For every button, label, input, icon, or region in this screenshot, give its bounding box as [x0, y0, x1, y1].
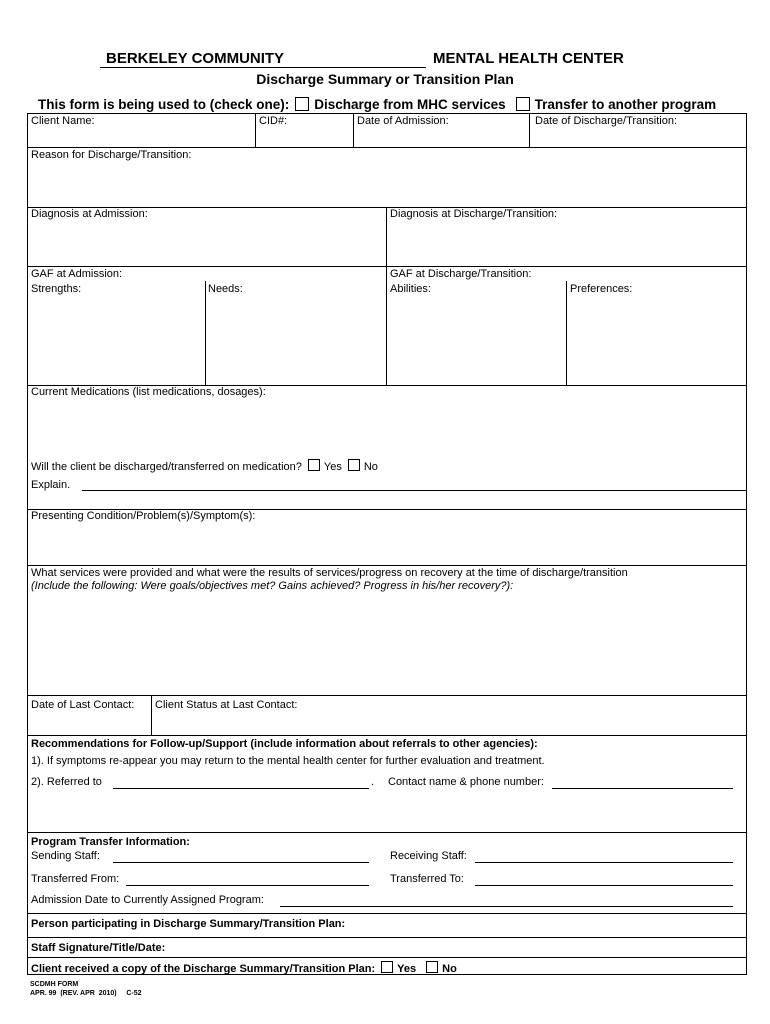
gaf-discharge-label: GAF at Discharge/Transition: [390, 268, 532, 280]
services-note: (Include the following: Were goals/objectives met? Gains achieved? Progress in his/her recovery?): [31, 580, 514, 592]
gaf-admission-label: GAF at Admission: [31, 268, 123, 280]
receiving-staff-line[interactable] [475, 862, 733, 863]
diag-admission-label: Diagnosis at Admission: [31, 208, 148, 220]
divider [529, 113, 530, 147]
needs-label: Needs: [208, 283, 243, 295]
client-copy-no-label: No [442, 963, 457, 975]
diag-discharge-label: Diagnosis at Discharge/Transition: [390, 208, 558, 220]
transferred-to-line[interactable] [475, 885, 733, 886]
transferred-from-label: Transferred From: [31, 873, 120, 885]
services-label: What services were provided and what were the results of services/progress on recovery at the time of discharge/transition [31, 567, 628, 579]
divider [353, 113, 354, 147]
on-medication-question: Will the client be discharged/transferred on medication? [31, 461, 302, 473]
form-usage-line [38, 96, 716, 113]
admission-date-program-line[interactable] [280, 906, 733, 907]
contact-name-line[interactable] [552, 788, 733, 789]
transferred-from-line[interactable] [126, 885, 369, 886]
receiving-staff-label: Receiving Staff: [390, 850, 467, 862]
transfer-checkbox[interactable] [516, 97, 530, 111]
transfer-option-label: Transfer to another program [534, 97, 717, 112]
recommendation-1: 1). If symptoms re-appear you may return to the mental health center for further evaluation and treatment. [31, 755, 545, 767]
preferences-label: Preferences: [570, 283, 633, 295]
divider [27, 957, 747, 958]
org-name-right: MENTAL HEALTH CENTER [433, 50, 624, 67]
form-title: Discharge Summary or Transition Plan [256, 71, 514, 87]
client-copy-no-checkbox[interactable] [426, 961, 438, 973]
explain-label: Explain. [31, 479, 71, 491]
transfer-info-label: Program Transfer Information: [31, 836, 190, 848]
explain-line[interactable] [82, 490, 746, 491]
client-status-label: Client Status at Last Contact: [155, 699, 298, 711]
form-code-line2: APR. 99 (REV. APR 2010) C-52 [30, 990, 142, 997]
abilities-label: Abilities: [390, 283, 431, 295]
medications-label: Current Medications (list medications, dosages): [31, 386, 266, 398]
discharge-option-label: Discharge from MHC services [314, 97, 506, 112]
divider [27, 913, 747, 914]
client-copy-row [31, 961, 457, 976]
medication-no-label: No [363, 461, 378, 473]
strengths-label: Strengths: [31, 283, 82, 295]
form-code-line1: SCDMH FORM [30, 981, 79, 988]
medication-no-checkbox[interactable] [348, 459, 360, 471]
divider [566, 281, 567, 385]
referred-to-line[interactable] [113, 788, 369, 789]
referred-to-period: . [371, 776, 375, 788]
divider [27, 147, 747, 148]
check-prompt: This form is being used to (check one): [38, 97, 290, 112]
sending-staff-label: Sending Staff: [31, 850, 100, 862]
client-copy-yes-checkbox[interactable] [381, 961, 393, 973]
divider [255, 113, 256, 147]
medication-yes-checkbox[interactable] [308, 459, 320, 471]
divider [27, 832, 747, 833]
cid-label: CID#: [259, 115, 288, 127]
recommendations-label: Recommendations for Follow-up/Support (include information about referrals to other agencies): [31, 738, 538, 750]
divider [27, 695, 747, 696]
date-admission-label: Date of Admission: [357, 115, 449, 127]
divider [27, 735, 747, 736]
header-underline [100, 67, 426, 68]
sending-staff-line[interactable] [113, 862, 369, 863]
admission-date-program-label: Admission Date to Currently Assigned Program: [31, 894, 264, 906]
transferred-to-label: Transferred To: [390, 873, 464, 885]
recommendation-2-label: 2). Referred to [31, 776, 102, 788]
divider [386, 207, 387, 385]
reason-label: Reason for Discharge/Transition: [31, 149, 192, 161]
discharge-checkbox[interactable] [295, 97, 309, 111]
client-copy-yes-label: Yes [397, 963, 417, 975]
person-participating-label: Person participating in Discharge Summary/Transition Plan: [31, 918, 346, 930]
staff-signature-label: Staff Signature/Title/Date: [31, 942, 166, 954]
divider [27, 565, 747, 566]
divider [27, 937, 747, 938]
divider [27, 266, 747, 267]
client-copy-label: Client received a copy of the Discharge Summary/Transition Plan: [31, 963, 376, 975]
client-name-label: Client Name: [31, 115, 95, 127]
contact-name-label: Contact name & phone number: [388, 776, 544, 788]
divider [205, 281, 206, 385]
on-medication-row [31, 459, 378, 474]
date-discharge-label: Date of Discharge/Transition: [535, 115, 678, 127]
org-name-left: BERKELEY COMMUNITY [106, 50, 285, 67]
divider [151, 695, 152, 735]
last-contact-label: Date of Last Contact: [31, 699, 135, 711]
medication-yes-label: Yes [323, 461, 342, 473]
presenting-label: Presenting Condition/Problem(s)/Symptom(s): [31, 510, 256, 522]
